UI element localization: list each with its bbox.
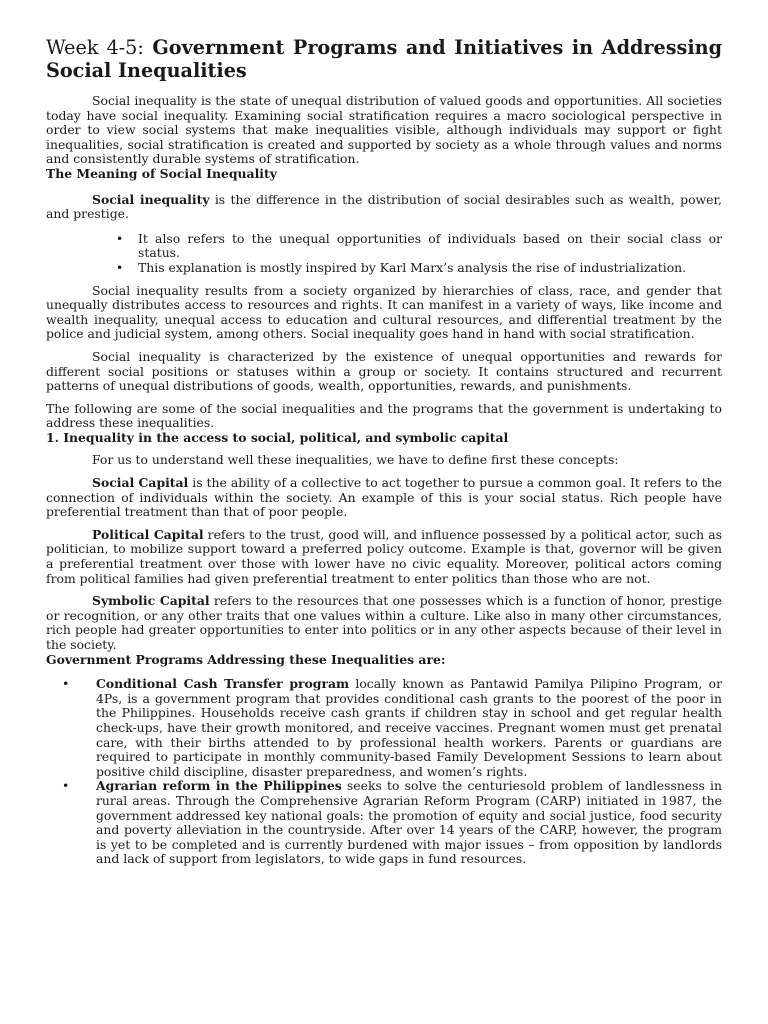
program-term: Conditional Cash Transfer program (96, 676, 350, 692)
social-capital-term: Social Capital (92, 475, 189, 491)
definition-text: is the difference in the distribution of social desirables such as wealth, power, and prestige. (46, 191, 722, 222)
section-1-heading: 1. Inequality in the access to social, political, and symbolic capital (46, 429, 509, 445)
meaning-heading: The Meaning of Social Inequality (46, 165, 277, 181)
list-item (96, 779, 722, 867)
political-capital-paragraph (46, 528, 722, 586)
symbolic-capital-paragraph (46, 594, 722, 652)
week-label: Week 4-5: (46, 36, 144, 59)
program-term: Agrarian reform in the Philippines (96, 778, 342, 794)
body-paragraph: Social inequality is characterized by the existence of unequal opportunities and rewards for different social positions or statuses within a group or society. It contains structured and recurrent patterns of unequal distributions of goods, wealth, opportunities, rewards, and punishments. (46, 348, 722, 394)
symbolic-capital-text: refers to the resources that one possesses which is a function of honor, prestige or recognition, or any other traits that one values within a culture. Like also in many other circumstances, rich people had greater opportunities to enter into politics or in any other aspects because of their level in the society. (46, 593, 722, 652)
list-item (96, 677, 722, 779)
programs-list (96, 677, 722, 867)
definition-bullets (138, 232, 722, 276)
body-paragraph: The following are some of the social inequalities and the programs that the government is undertaking to address these inequalities. (46, 400, 722, 431)
list-item: • This explanation is mostly inspired by Karl Marx’s analysis the rise of industrialization. (138, 261, 722, 276)
social-capital-text: is the ability of a collective to act together to pursue a common goal. It refers to the connection of individuals within the society. An example of this is your social status. Rich people have preferential treatment than that of poor people. (46, 475, 723, 520)
social-capital-paragraph (46, 476, 722, 520)
program-text: seeks to solve the centuriesold problem of landlessness in rural areas. Through the Comprehensive Agrarian Reform Program (CARP) initiated in 1987, the government addressed key national goals: the promotion of equity and social justice, food security and poverty alleviation in the countryside. After over 14 years of the CARP, however, the program is yet to be completed and is currently burdened with major issues – from opposition by landlords and lack of support from legislators, to wide gaps in fund resources. (96, 778, 722, 867)
definition-paragraph (46, 193, 722, 222)
symbolic-capital-term: Symbolic Capital (92, 593, 210, 609)
body-paragraph: Social inequality results from a society organized by hierarchies of class, race, and gender that unequally distributes access to resources and rights. It can manifest in a variety of ways, like income and wealth inequality, unequal access to education and cultural resources, and differential treatment by the police and judicial system, among others. Social inequality goes hand in hand with social stratification. (46, 282, 722, 342)
political-capital-term: Political Capital (92, 526, 204, 542)
program-text: locally known as Pantawid Pamilya Pilipino Program, or 4Ps, is a government program that provides conditional cash grants to the poorest of the poor in the Philippines. Households receive cash grants if children stay in school and get regular health check-ups, have their growth monitored, and receive vaccines. Pregnant women must get prenatal care, with their births attended to by professional health workers. Parents or guardians are required to participate in monthly community-based Family Development Sessions to learn about positive child discipline, disaster preparedness, and women’s rights. (96, 676, 722, 779)
political-capital-text: refers to the trust, good will, and influence possessed by a political actor, such as politician, to mobilize support toward a preferred policy outcome. Example is that, governor will be given a preferential treatment over those with lower have no civic equality. Moreover, political actors coming from political families had given preferential treatment to enter politics than those who are not. (46, 526, 722, 586)
intro-paragraph: Social inequality is the state of unequal distribution of valued goods and opportunities. All societies today have social inequality. Examining social stratification requires a macro sociological perspective in order to view social systems that make inequalities visible, although individuals may support or fight inequalities, social stratification is created and supported by society as a whole through values and norms and consistently durable systems of stratification. (46, 93, 722, 167)
section-1-intro: For us to understand well these inequalities, we have to define first these concepts: (92, 452, 619, 468)
page-title (46, 36, 722, 82)
title-text: Government Programs and Initiatives in Addressing Social Inequalities (46, 36, 722, 82)
definition-term: Social inequality (92, 191, 210, 207)
list-item: • It also refers to the unequal opportunities of individuals based on their social class or status. (138, 232, 722, 261)
programs-heading: Government Programs Addressing these Inequalities are: (46, 651, 446, 667)
